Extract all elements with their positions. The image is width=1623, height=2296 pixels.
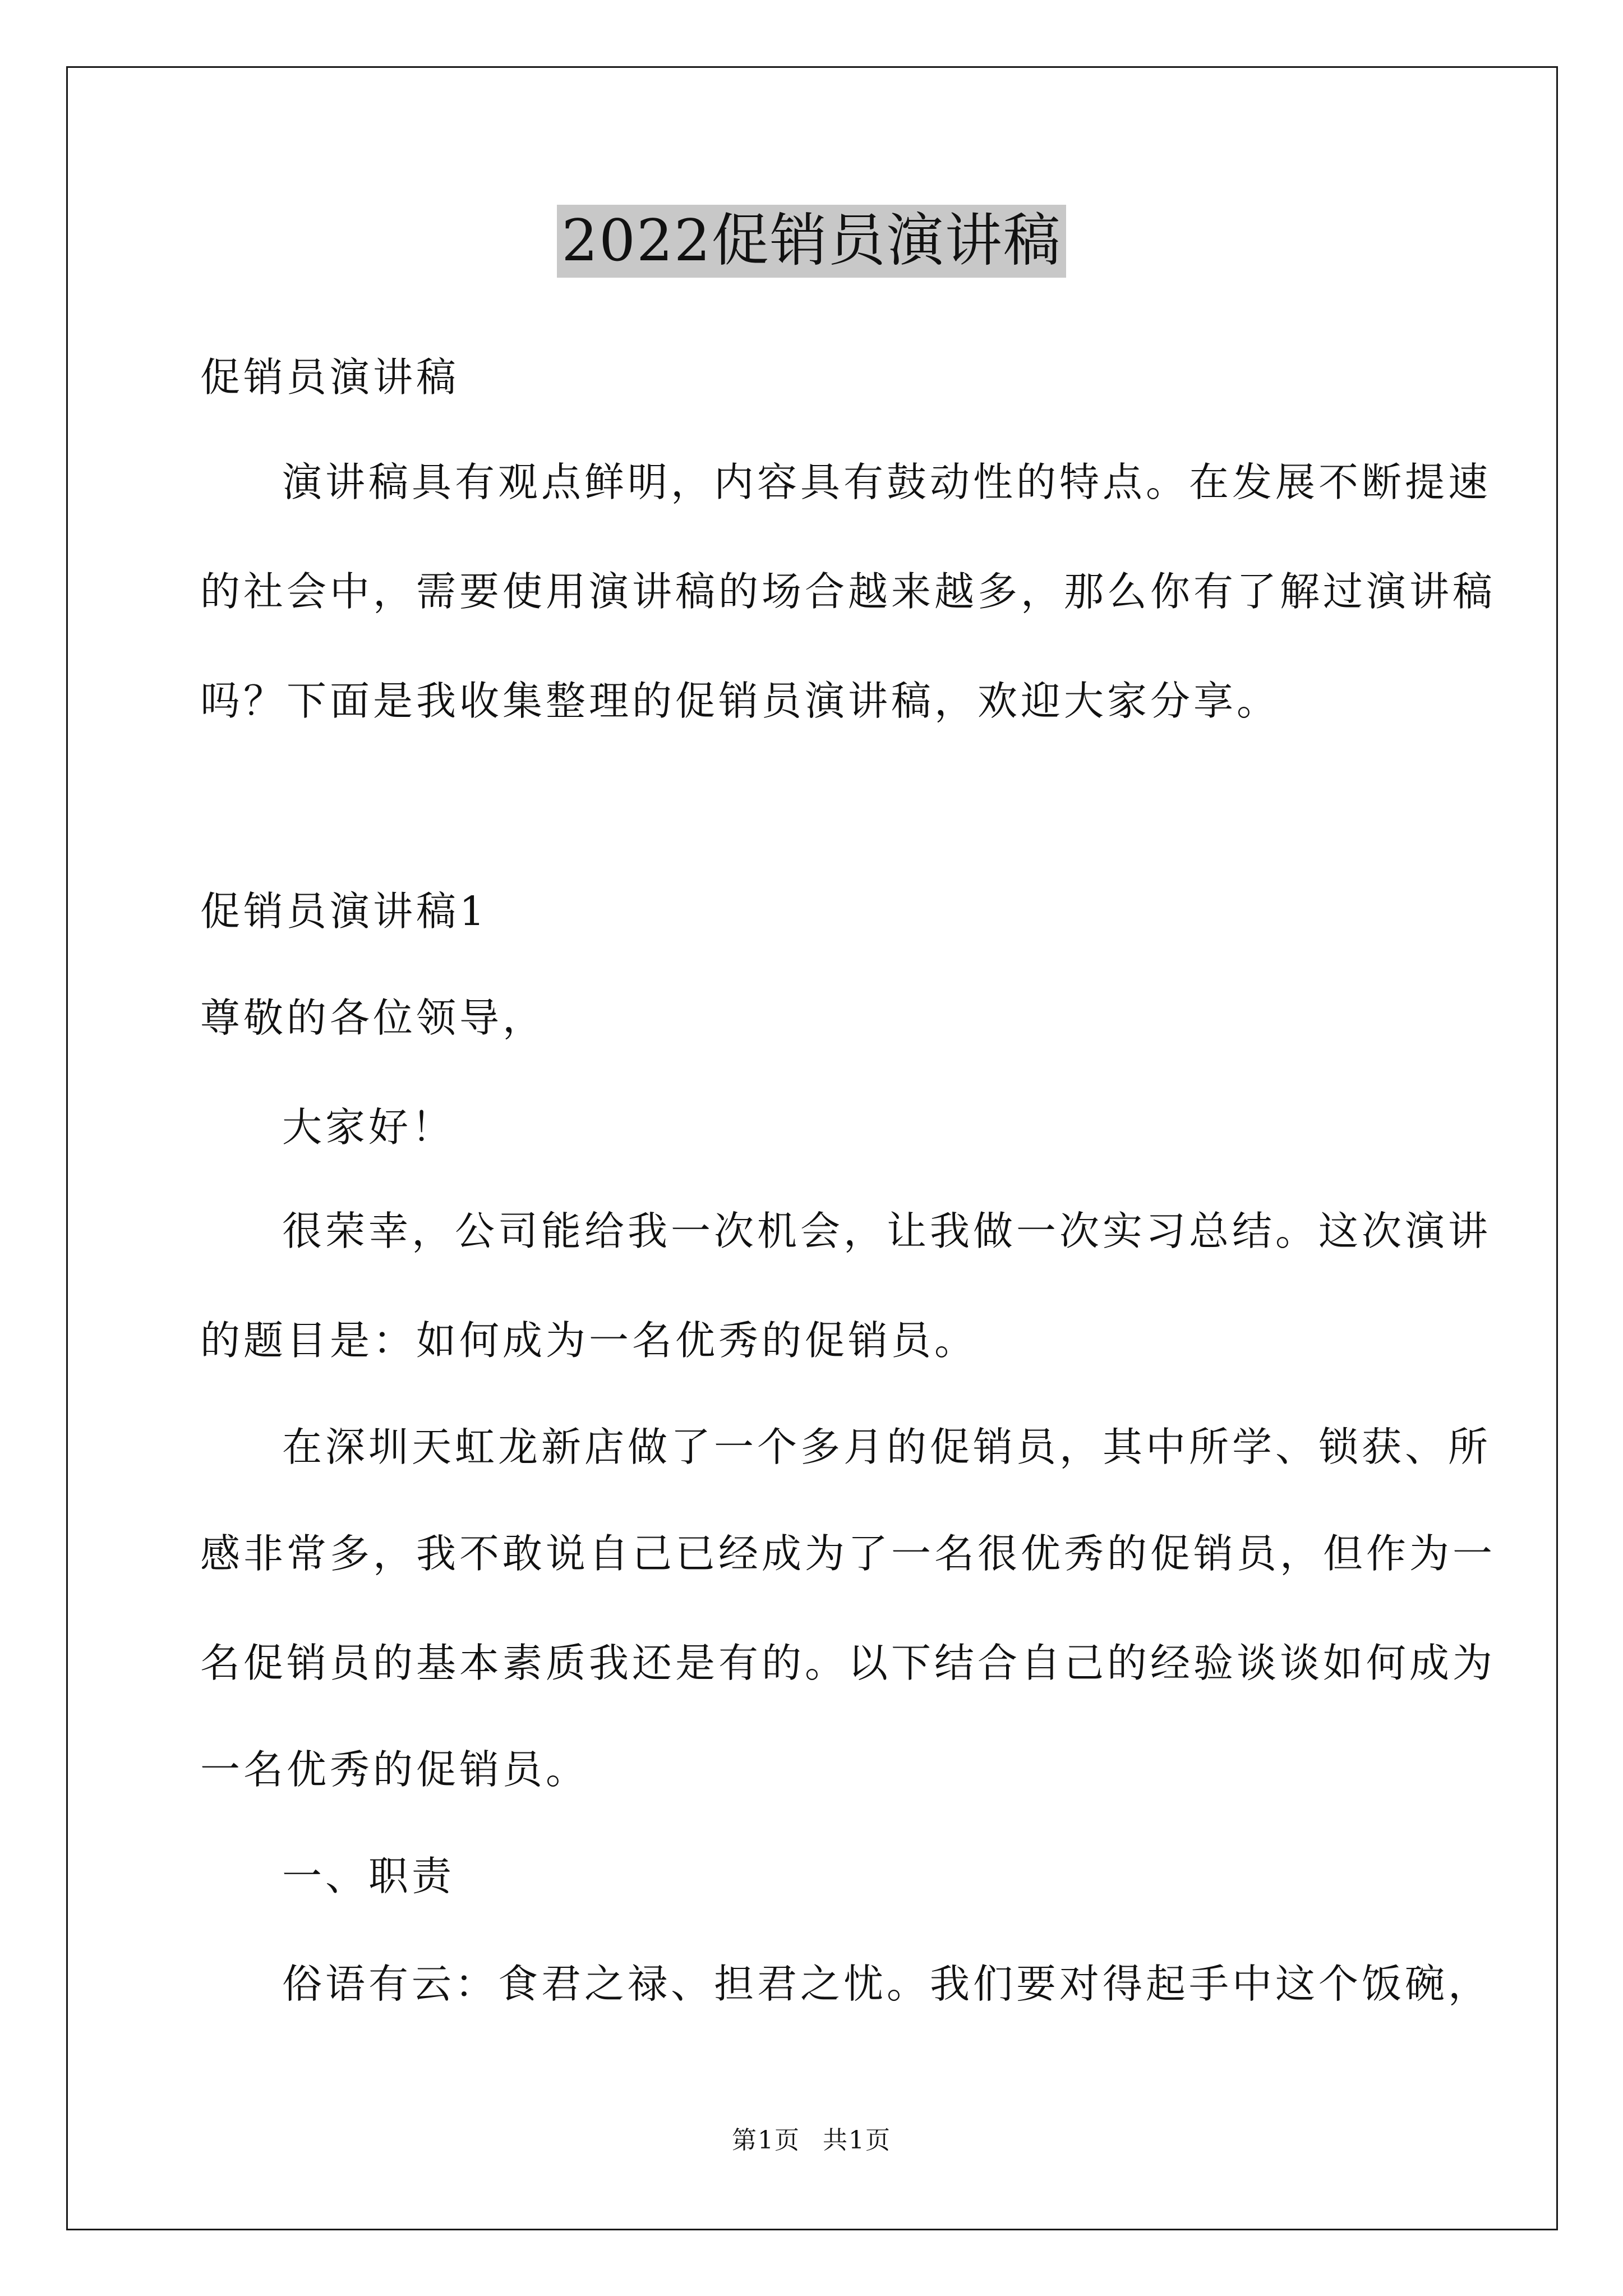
salutation-line: 尊敬的各位领导，	[200, 995, 546, 1041]
section-heading: 促销员演讲稿1	[200, 888, 488, 935]
page-footer	[0, 2124, 1623, 2157]
paragraph-line: 很荣幸，公司能给我一次机会，让我做一次实习总结。这次演讲	[282, 1208, 1492, 1254]
paragraph-line: 感非常多，我不敢说自己已经成为了一名很优秀的促销员，但作为一	[200, 1530, 1496, 1577]
paragraph-line: 在深圳天虹龙新店做了一个多月的促销员，其中所学、锁获、所	[282, 1424, 1492, 1470]
paragraph-line: 一名优秀的促销员。	[200, 1746, 589, 1793]
paragraph-line: 演讲稿具有观点鲜明，内容具有鼓动性的特点。在发展不断提速	[282, 459, 1492, 505]
paragraph-line: 名促销员的基本素质我还是有的。以下结合自己的经验谈谈如何成为	[200, 1640, 1496, 1686]
paragraph-line: 的社会中，需要使用演讲稿的场合越来越多，那么你有了解过演讲稿	[200, 568, 1496, 615]
title-container	[0, 205, 1623, 278]
document-title: 2022促销员演讲稿	[557, 205, 1066, 278]
page-total: 共1页	[823, 2126, 891, 2155]
paragraph-line: 吗？下面是我收集整理的促销员演讲稿，欢迎大家分享。	[200, 678, 1280, 724]
paragraph-line: 的题目是：如何成为一名优秀的促销员。	[200, 1317, 978, 1364]
subsection-heading: 一、职责	[282, 1853, 455, 1899]
section-heading: 促销员演讲稿	[200, 354, 460, 401]
paragraph-line: 俗语有云：食君之禄、担君之忧。我们要对得起手中这个饭碗，	[282, 1961, 1492, 2007]
greeting-line: 大家好！	[282, 1104, 455, 1151]
page-number: 第1页	[732, 2126, 800, 2155]
